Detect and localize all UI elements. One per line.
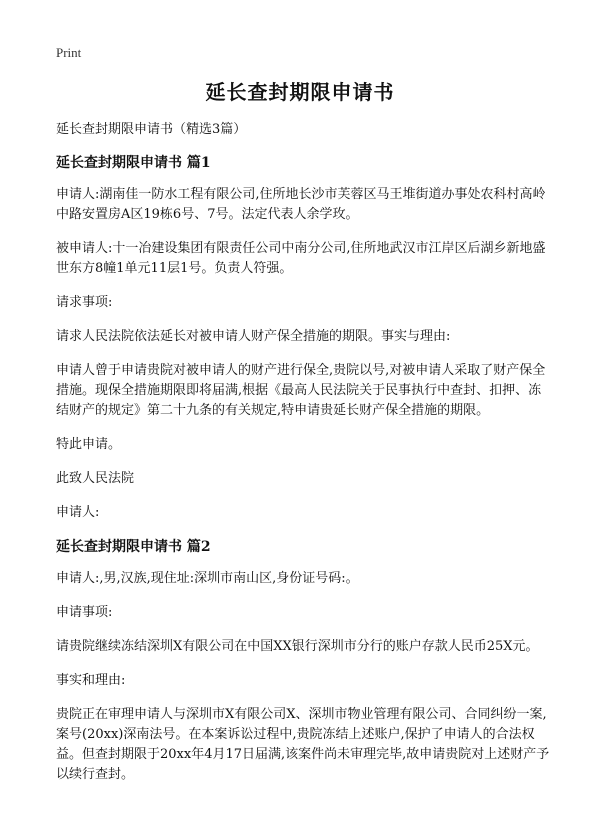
article-1-request-text: 请求人民法院依法延长对被申请人财产保全措施的期限。事实与理由: [56, 329, 451, 344]
article-2-heading: 延长查封期限申请书 篇2 [56, 539, 211, 555]
article-1-closing: 特此申请。 [56, 437, 122, 452]
article-2-facts-text: 贵院正在审理申请人与深圳市X有限公司X、深圳市物业管理有限公司、合同纠纷一案,案号(20xx)深南法号。在本案诉讼过程中,贵院冻结上述账户,保护了申请人的合法权益。但查封期限于20xx年4月17日届满,该案件尚未审理完毕,故申请贵院对上述财产予以续行查封。 [56, 707, 550, 782]
article-1-reason-text: 申请人曾于申请贵院对被申请人的财产进行保全,贵院以号,对被申请人采取了财产保全措施。现保全措施期限即将届满,根据《最高人民法院关于民事执行中查封、扣押、冻结财产的规定》第二十九条的有关规定,特申请贵延长财产保全措施的期限。 [56, 363, 546, 418]
document-subtitle: 延长查封期限申请书（精选3篇） [56, 122, 247, 137]
page-title: 延长查封期限申请书 [205, 80, 395, 104]
article-2-applicant: 申请人:,男,汉族,现住址:深圳市南山区,身份证号码:。 [56, 571, 359, 586]
article-1-signature: 申请人: [56, 505, 100, 520]
article-1-addressee: 此致人民法院 [56, 471, 135, 486]
document-body [56, 120, 552, 799]
article-2-request-label: 申请事项: [56, 605, 113, 620]
article-1-respondent: 被申请人:十一冶建设集团有限责任公司中南分公司,住所地武汉市江岸区后湖乡新地盛世东方8幢1单元11层1号。负责人符强。 [56, 241, 546, 276]
article-1-heading: 延长查封期限申请书 篇1 [56, 155, 211, 171]
print-link[interactable]: Print [56, 45, 82, 60]
article-2-request-text: 请贵院继续冻结深圳X有限公司在中国XX银行深圳市分行的账户存款人民币25X元。 [56, 639, 539, 654]
article-1-applicant: 申请人:湖南佳一防水工程有限公司,住所地长沙市芙蓉区马王堆街道办事处农科村高岭中路安置房A区19栋6号、7号。法定代表人余学玫。 [56, 187, 546, 222]
article-2-facts-label: 事实和理由: [56, 673, 126, 688]
article-1-request-label: 请求事项: [56, 295, 113, 310]
